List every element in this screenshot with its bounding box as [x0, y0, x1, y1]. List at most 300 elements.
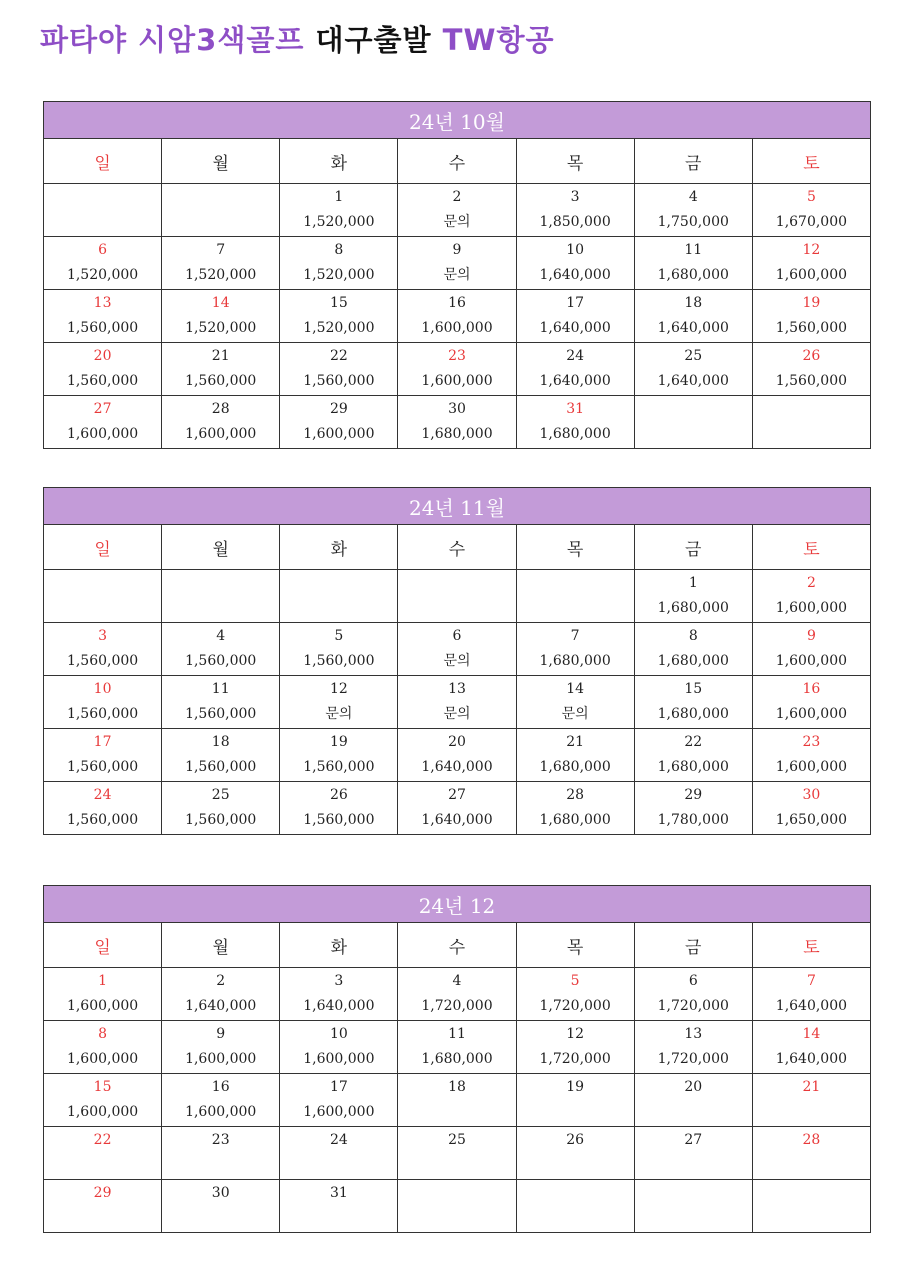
day-price: 1,680,000 — [421, 1051, 493, 1067]
day-cell — [280, 729, 398, 782]
day-cell — [398, 729, 516, 782]
day-number: 30 — [802, 787, 821, 803]
day-number: 26 — [329, 787, 348, 803]
day-number: 1 — [98, 973, 108, 989]
day-cell — [516, 184, 634, 237]
day-price: 1,560,000 — [185, 812, 257, 828]
day-number: 20 — [448, 734, 466, 750]
day-number: 21 — [802, 1079, 821, 1095]
week-row — [44, 782, 871, 835]
day-number — [44, 570, 161, 571]
day-price: 1,600,000 — [775, 653, 848, 669]
weekday-label: 화 — [280, 139, 398, 184]
weekday-label: 금 — [634, 139, 752, 184]
page-title — [40, 18, 554, 59]
day-number: 14 — [211, 295, 230, 311]
day-cell — [516, 782, 634, 835]
week-row — [44, 343, 871, 396]
day-cell — [44, 343, 162, 396]
day-number: 26 — [802, 348, 821, 364]
day-price: 1,680,000 — [657, 706, 729, 722]
day-price: 1,640,000 — [657, 320, 729, 336]
day-cell — [752, 782, 870, 835]
day-cell — [162, 623, 280, 676]
week-row — [44, 290, 871, 343]
week-row — [44, 1127, 871, 1180]
day-number: 13 — [93, 295, 112, 311]
day-cell — [162, 1127, 280, 1180]
day-number: 24 — [566, 348, 585, 364]
day-price: 1,600,000 — [66, 998, 139, 1014]
day-number: 22 — [684, 734, 703, 750]
day-cell — [162, 290, 280, 343]
month-title: 24년 12 — [44, 886, 871, 923]
day-cell — [162, 1074, 280, 1127]
day-cell — [280, 1074, 398, 1127]
weekday-label: 목 — [516, 923, 634, 968]
week-row — [44, 968, 871, 1021]
day-number: 5 — [806, 189, 816, 205]
day-cell — [398, 396, 516, 449]
day-price: 1,640,000 — [185, 998, 257, 1014]
day-number: 15 — [684, 681, 703, 697]
day-cell — [398, 1180, 516, 1233]
weekday-label: 일 — [44, 923, 162, 968]
day-price: 1,680,000 — [657, 267, 729, 283]
week-row — [44, 676, 871, 729]
day-cell — [634, 623, 752, 676]
day-price: 1,640,000 — [539, 267, 611, 283]
day-price: 1,600,000 — [66, 426, 139, 442]
day-price: 1,850,000 — [539, 214, 611, 230]
day-cell — [752, 1074, 870, 1127]
day-cell — [516, 1021, 634, 1074]
week-row — [44, 1180, 871, 1233]
day-number: 2 — [806, 575, 816, 591]
week-row — [44, 1074, 871, 1127]
day-price: 1,560,000 — [66, 320, 139, 336]
day-price: 1,560,000 — [66, 373, 139, 389]
day-number: 2 — [216, 973, 226, 989]
day-number: 31 — [566, 401, 585, 417]
day-number — [753, 1180, 870, 1181]
day-number: 9 — [452, 242, 462, 258]
day-number — [517, 1180, 634, 1181]
day-price: 1,560,000 — [303, 759, 375, 775]
day-cell — [752, 396, 870, 449]
day-number — [162, 570, 279, 571]
weekday-label: 수 — [398, 525, 516, 570]
day-price: 1,560,000 — [66, 812, 139, 828]
day-number: 26 — [566, 1132, 585, 1148]
weekday-label: 수 — [398, 139, 516, 184]
day-cell — [280, 623, 398, 676]
day-number: 18 — [211, 734, 230, 750]
day-cell — [634, 729, 752, 782]
day-cell — [516, 570, 634, 623]
day-number: 17 — [566, 295, 585, 311]
day-cell — [634, 184, 752, 237]
day-number: 12 — [329, 681, 348, 697]
day-number: 3 — [570, 189, 580, 205]
weekday-label: 월 — [162, 923, 280, 968]
day-cell — [162, 1180, 280, 1233]
day-cell — [752, 343, 870, 396]
day-cell — [516, 676, 634, 729]
day-cell — [752, 968, 870, 1021]
month-title: 24년 10월 — [44, 102, 871, 139]
day-price: 1,520,000 — [185, 320, 257, 336]
month-title: 24년 11월 — [44, 488, 871, 525]
weekday-label: 화 — [280, 525, 398, 570]
day-number: 21 — [566, 734, 585, 750]
day-number: 7 — [570, 628, 580, 644]
day-number: 15 — [93, 1079, 112, 1095]
week-row — [44, 184, 871, 237]
day-price: 1,600,000 — [775, 706, 848, 722]
day-cell — [752, 184, 870, 237]
day-number: 11 — [211, 681, 230, 697]
day-cell — [516, 1074, 634, 1127]
day-price: 1,640,000 — [775, 998, 848, 1014]
day-cell — [44, 184, 162, 237]
day-cell — [44, 782, 162, 835]
day-price: 문의 — [561, 706, 589, 722]
day-cell — [280, 396, 398, 449]
day-number: 2 — [452, 189, 462, 205]
day-cell — [752, 1127, 870, 1180]
day-cell — [280, 184, 398, 237]
calendar-december — [43, 885, 871, 1233]
day-number: 6 — [98, 242, 108, 258]
day-cell — [280, 237, 398, 290]
day-price: 1,680,000 — [539, 759, 611, 775]
day-price: 1,520,000 — [303, 320, 375, 336]
weekday-label: 일 — [44, 525, 162, 570]
day-cell — [516, 1127, 634, 1180]
day-number: 6 — [452, 628, 462, 644]
day-price: 1,670,000 — [775, 214, 848, 230]
day-cell — [162, 729, 280, 782]
weekday-label: 월 — [162, 139, 280, 184]
day-cell — [162, 1021, 280, 1074]
day-cell — [516, 343, 634, 396]
calendar-november — [43, 487, 871, 835]
day-number: 17 — [329, 1079, 348, 1095]
day-cell — [752, 1180, 870, 1233]
week-row — [44, 729, 871, 782]
day-number: 7 — [216, 242, 226, 258]
weekday-label: 화 — [280, 923, 398, 968]
day-price: 1,560,000 — [185, 653, 257, 669]
day-price: 1,600,000 — [185, 1051, 257, 1067]
day-price: 1,600,000 — [421, 373, 493, 389]
day-number: 8 — [688, 628, 698, 644]
day-number: 17 — [93, 734, 112, 750]
day-price: 1,520,000 — [185, 267, 257, 283]
day-number: 5 — [570, 973, 580, 989]
weekday-row — [44, 525, 871, 570]
day-price: 1,560,000 — [66, 706, 139, 722]
title-departure: 대구출발 — [315, 23, 432, 57]
day-number: 21 — [211, 348, 230, 364]
day-price: 1,680,000 — [657, 653, 729, 669]
day-number: 31 — [329, 1185, 348, 1201]
day-price: 1,640,000 — [657, 373, 729, 389]
day-price: 1,680,000 — [421, 426, 493, 442]
day-price: 1,640,000 — [421, 812, 493, 828]
day-cell — [634, 343, 752, 396]
day-number: 22 — [93, 1132, 112, 1148]
day-number: 28 — [566, 787, 585, 803]
day-price: 1,520,000 — [303, 214, 375, 230]
day-price: 1,750,000 — [657, 214, 729, 230]
day-cell — [516, 968, 634, 1021]
day-number — [162, 184, 279, 185]
day-number: 7 — [806, 973, 816, 989]
day-number: 23 — [448, 348, 466, 364]
title-tour-name: 파타야 시암3색골프 — [40, 23, 305, 57]
day-price: 1,600,000 — [66, 1104, 139, 1120]
day-number — [517, 570, 634, 571]
day-price: 1,640,000 — [539, 373, 611, 389]
day-price: 1,560,000 — [303, 812, 375, 828]
day-price: 1,560,000 — [66, 759, 139, 775]
day-cell — [752, 237, 870, 290]
day-price: 1,640,000 — [539, 320, 611, 336]
day-number: 1 — [334, 189, 344, 205]
day-cell — [162, 396, 280, 449]
day-price: 1,600,000 — [185, 426, 257, 442]
day-cell — [398, 968, 516, 1021]
calendar-october — [43, 101, 871, 449]
day-price: 1,600,000 — [66, 1051, 139, 1067]
day-cell — [44, 968, 162, 1021]
day-price: 1,720,000 — [539, 1051, 611, 1067]
day-cell — [162, 343, 280, 396]
day-cell — [634, 782, 752, 835]
day-cell — [162, 676, 280, 729]
title-airline: TW항공 — [442, 23, 555, 57]
day-number: 29 — [329, 401, 348, 417]
day-cell — [398, 1021, 516, 1074]
day-number: 30 — [448, 401, 466, 417]
day-number: 10 — [329, 1026, 348, 1042]
day-number: 5 — [334, 628, 344, 644]
week-row — [44, 570, 871, 623]
day-price: 1,680,000 — [539, 812, 611, 828]
week-row — [44, 623, 871, 676]
day-number: 19 — [329, 734, 348, 750]
day-cell — [634, 676, 752, 729]
day-cell — [634, 1021, 752, 1074]
day-price: 1,680,000 — [539, 426, 611, 442]
day-number: 6 — [688, 973, 698, 989]
day-number: 25 — [448, 1132, 466, 1148]
day-cell — [280, 1180, 398, 1233]
day-number — [44, 184, 161, 185]
day-number: 16 — [802, 681, 821, 697]
day-number — [398, 1180, 515, 1181]
day-cell — [634, 1074, 752, 1127]
day-cell — [280, 968, 398, 1021]
day-price: 1,600,000 — [303, 426, 375, 442]
day-number: 4 — [216, 628, 226, 644]
day-cell — [162, 570, 280, 623]
day-number: 8 — [334, 242, 344, 258]
day-cell — [398, 237, 516, 290]
day-price: 문의 — [325, 706, 353, 722]
day-cell — [752, 623, 870, 676]
day-cell — [516, 237, 634, 290]
day-price: 1,600,000 — [421, 320, 493, 336]
day-cell — [752, 1021, 870, 1074]
day-number: 23 — [802, 734, 821, 750]
day-cell — [44, 1180, 162, 1233]
day-number: 18 — [448, 1079, 466, 1095]
week-row — [44, 237, 871, 290]
day-price: 1,720,000 — [657, 1051, 729, 1067]
day-cell — [162, 237, 280, 290]
day-cell — [44, 676, 162, 729]
weekday-label: 토 — [752, 139, 870, 184]
day-price: 1,560,000 — [775, 373, 848, 389]
day-number: 14 — [802, 1026, 821, 1042]
day-price: 1,650,000 — [775, 812, 848, 828]
day-price: 1,680,000 — [539, 653, 611, 669]
day-number — [635, 396, 752, 397]
day-price: 1,680,000 — [657, 759, 729, 775]
day-number: 29 — [93, 1185, 112, 1201]
day-number: 25 — [684, 348, 703, 364]
day-cell — [280, 1127, 398, 1180]
day-number: 8 — [98, 1026, 108, 1042]
weekday-label: 수 — [398, 923, 516, 968]
day-cell — [280, 343, 398, 396]
day-price: 1,560,000 — [303, 653, 375, 669]
weekday-label: 월 — [162, 525, 280, 570]
day-cell — [44, 237, 162, 290]
day-number: 9 — [216, 1026, 226, 1042]
day-cell — [398, 782, 516, 835]
day-number: 19 — [566, 1079, 585, 1095]
day-number: 12 — [802, 242, 821, 258]
day-number: 29 — [684, 787, 703, 803]
day-cell — [44, 570, 162, 623]
day-price: 1,560,000 — [185, 706, 257, 722]
day-cell — [398, 570, 516, 623]
day-number: 22 — [329, 348, 348, 364]
day-cell — [398, 343, 516, 396]
day-number: 27 — [448, 787, 466, 803]
day-cell — [280, 290, 398, 343]
weekday-label: 토 — [752, 923, 870, 968]
day-number: 10 — [93, 681, 112, 697]
weekday-label: 금 — [634, 525, 752, 570]
day-cell — [634, 237, 752, 290]
day-number: 13 — [684, 1026, 703, 1042]
day-number: 18 — [684, 295, 703, 311]
day-price: 문의 — [443, 706, 471, 722]
day-cell — [44, 290, 162, 343]
day-cell — [634, 1127, 752, 1180]
day-cell — [44, 1021, 162, 1074]
day-price: 1,640,000 — [421, 759, 493, 775]
weekday-label: 토 — [752, 525, 870, 570]
day-price: 문의 — [443, 214, 471, 230]
day-number: 3 — [334, 973, 344, 989]
day-cell — [398, 290, 516, 343]
day-number: 28 — [211, 401, 230, 417]
weekday-row — [44, 923, 871, 968]
day-number: 14 — [566, 681, 585, 697]
day-number: 27 — [93, 401, 112, 417]
day-cell — [398, 623, 516, 676]
day-cell — [516, 623, 634, 676]
day-cell — [280, 570, 398, 623]
day-number: 15 — [329, 295, 348, 311]
day-cell — [516, 1180, 634, 1233]
day-cell — [398, 1127, 516, 1180]
day-number: 23 — [211, 1132, 230, 1148]
weekday-label: 금 — [634, 923, 752, 968]
day-cell — [752, 729, 870, 782]
day-number: 19 — [802, 295, 821, 311]
day-number: 24 — [93, 787, 112, 803]
day-number: 4 — [452, 973, 462, 989]
day-price: 1,560,000 — [185, 373, 257, 389]
day-price: 1,560,000 — [775, 320, 848, 336]
day-number: 16 — [448, 295, 466, 311]
day-number: 11 — [684, 242, 703, 258]
day-cell — [634, 1180, 752, 1233]
weekday-label: 일 — [44, 139, 162, 184]
day-number: 9 — [806, 628, 816, 644]
day-cell — [752, 570, 870, 623]
day-cell — [280, 1021, 398, 1074]
day-number: 24 — [329, 1132, 348, 1148]
day-number — [635, 1180, 752, 1181]
day-price: 1,600,000 — [303, 1051, 375, 1067]
day-cell — [162, 782, 280, 835]
day-price: 1,720,000 — [657, 998, 729, 1014]
day-number — [280, 570, 397, 571]
day-number: 13 — [448, 681, 466, 697]
day-number — [753, 396, 870, 397]
day-cell — [44, 1127, 162, 1180]
day-number: 4 — [688, 189, 698, 205]
week-row — [44, 396, 871, 449]
day-price: 1,640,000 — [303, 998, 375, 1014]
day-number: 27 — [684, 1132, 703, 1148]
day-number: 20 — [93, 348, 112, 364]
day-number: 11 — [448, 1026, 466, 1042]
day-cell — [398, 1074, 516, 1127]
day-cell — [634, 396, 752, 449]
day-price: 문의 — [443, 653, 471, 669]
day-number: 16 — [211, 1079, 230, 1095]
day-price: 1,600,000 — [775, 600, 848, 616]
day-number: 25 — [211, 787, 230, 803]
day-cell — [280, 782, 398, 835]
day-cell — [752, 290, 870, 343]
day-price: 1,680,000 — [657, 600, 729, 616]
weekday-label: 목 — [516, 139, 634, 184]
day-number — [398, 570, 515, 571]
day-cell — [516, 290, 634, 343]
day-number: 30 — [211, 1185, 230, 1201]
day-price: 1,600,000 — [185, 1104, 257, 1120]
